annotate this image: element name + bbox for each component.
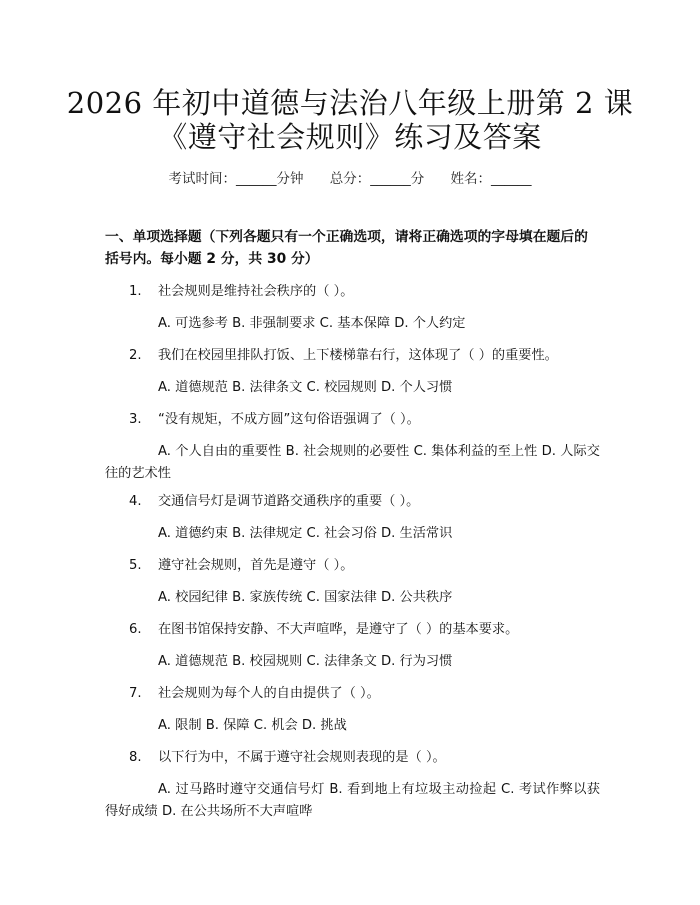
question-number: 3. <box>129 412 142 427</box>
section-heading: 一、单项选择题（下列各题只有一个正确选项，请将正确选项的字母填在题后的括号内。每小题 2 分，共 30 分） <box>105 229 588 267</box>
question-options: A. 校园纪律 B. 家族传统 C. 国家法律 D. 公共秩序 <box>158 590 453 605</box>
question-number: 7. <box>129 686 142 701</box>
question-stem <box>105 747 600 769</box>
question-options: A. 道德规范 B. 法律条文 C. 校园规则 D. 个人习惯 <box>158 380 453 395</box>
question-text: 社会规则为每个人的自由提供了（ ）。 <box>158 686 380 701</box>
question-options: A. 限制 B. 保障 C. 机会 D. 挑战 <box>158 718 347 733</box>
page-title-line-2: 《遵守社会规则》练习及答案 <box>158 120 542 154</box>
question-text: 交通信号灯是调节道路交通秩序的重要（ ）。 <box>158 494 420 509</box>
question-options: A. 道德约束 B. 法律规定 C. 社会习俗 D. 生活常识 <box>158 526 453 541</box>
question-number: 1. <box>129 284 142 299</box>
question-text: 在图书馆保持安静、不大声喧哗，是遵守了（ ）的基本要求。 <box>158 622 519 637</box>
question-options: A. 可选参考 B. 非强制要求 C. 基本保障 D. 个人约定 <box>158 316 466 331</box>
question-number: 4. <box>129 494 142 509</box>
question-stem <box>105 345 600 367</box>
question-number: 2. <box>129 348 142 363</box>
question-number: 8. <box>129 750 142 765</box>
question-text: 遵守社会规则，首先是遵守（ ）。 <box>158 558 354 573</box>
page-title-line-1: 2026 年初中道德与法治八年级上册第 2 课 <box>66 86 634 120</box>
question-number: 6. <box>129 622 142 637</box>
question-stem <box>105 619 600 641</box>
question-stem <box>105 281 600 303</box>
question-number: 5. <box>129 558 142 573</box>
question-text: 社会规则是维持社会秩序的（ ）。 <box>158 284 354 299</box>
question-stem <box>105 555 600 577</box>
question-text: 我们在校园里排队打饭、上下楼梯靠右行，这体现了（ ）的重要性。 <box>158 348 558 363</box>
question-stem <box>105 409 600 431</box>
question-text: “没有规矩，不成方圆”这句俗语强调了（ ）。 <box>158 412 420 427</box>
total-score-field: 总分：______分 <box>329 171 425 187</box>
exam-info-line <box>0 167 700 187</box>
question-stem <box>105 491 600 513</box>
question-text: 以下行为中，不属于遵守社会规则表现的是（ ）。 <box>158 750 446 765</box>
question-stem <box>105 683 600 705</box>
question-options: A. 道德规范 B. 校园规则 C. 法律条文 D. 行为习惯 <box>158 654 453 669</box>
question-options: A. 过马路时遵守交通信号灯 B. 看到地上有垃圾主动捡起 C. 考试作弊以获得好成绩 D. 在公共场所不大声喧哗 <box>105 782 600 819</box>
student-name-field: 姓名：______ <box>450 171 532 187</box>
exam-time-field: 考试时间：______分钟 <box>168 171 304 187</box>
question-options: A. 个人自由的重要性 B. 社会规则的必要性 C. 集体利益的至上性 D. 人际交往的艺术性 <box>105 444 600 481</box>
